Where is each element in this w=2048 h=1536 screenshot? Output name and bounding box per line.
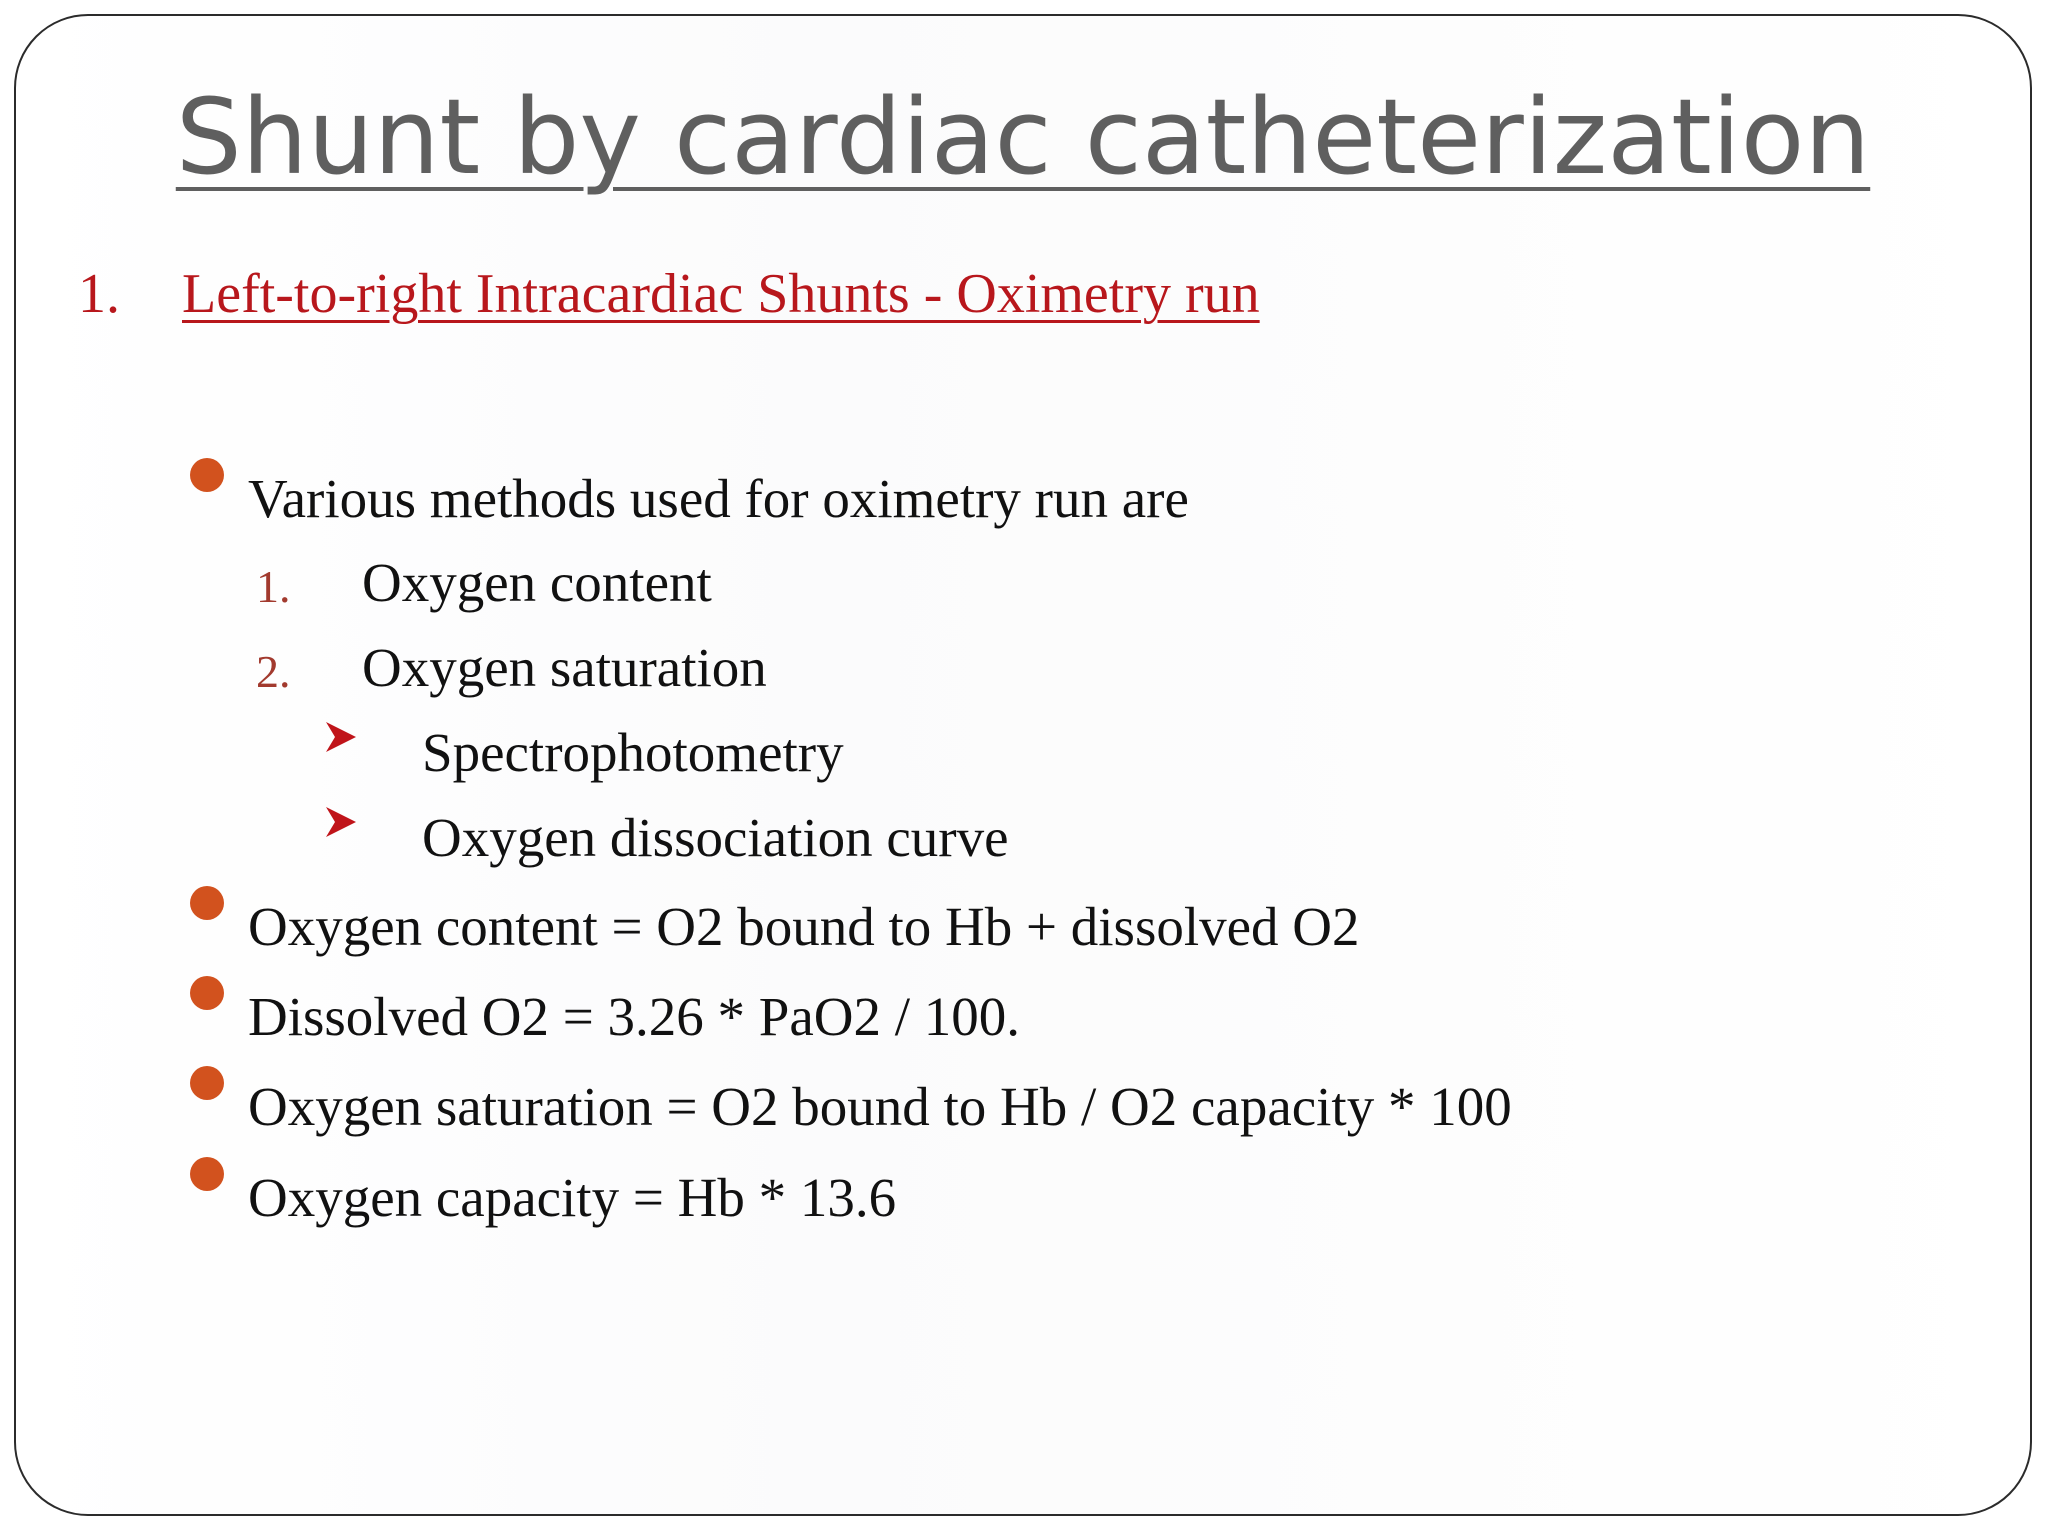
bullet-text: Oxygen saturation = O2 bound to Hb / O2 capacity * 100 [248,1076,1512,1137]
arrowhead-bullet-icon [324,805,358,839]
section-heading [78,262,1260,326]
page-title [16,76,2030,198]
circle-bullet-icon [190,1066,224,1100]
bullet-text: Various methods used for oximetry run are [248,468,1189,529]
section-number: 1. [78,263,120,325]
circle-bullet-icon [190,886,224,920]
circle-bullet-icon [190,458,224,492]
page-title-text: Shunt by cardiac catheterization [175,76,1871,198]
sub-method-text: Oxygen dissociation curve [422,807,1009,868]
arrowhead-bullet-icon [324,720,358,754]
method-number: 2. [256,646,291,697]
section-heading-text: Left-to-right Intracardiac Shunts - Oximetry run [182,263,1260,325]
slide [14,14,2032,1516]
circle-bullet-icon [190,976,224,1010]
sub-method-text: Spectrophotometry [422,722,844,783]
method-text: Oxygen saturation [362,637,767,698]
circle-bullet-icon [190,1157,224,1191]
method-number: 1. [256,561,291,612]
bullet-text: Oxygen content = O2 bound to Hb + dissolved O2 [248,896,1360,957]
bullet-text: Oxygen capacity = Hb * 13.6 [248,1167,897,1228]
bullet-text: Dissolved O2 = 3.26 * PaO2 / 100. [248,986,1020,1047]
method-text: Oxygen content [362,552,712,613]
